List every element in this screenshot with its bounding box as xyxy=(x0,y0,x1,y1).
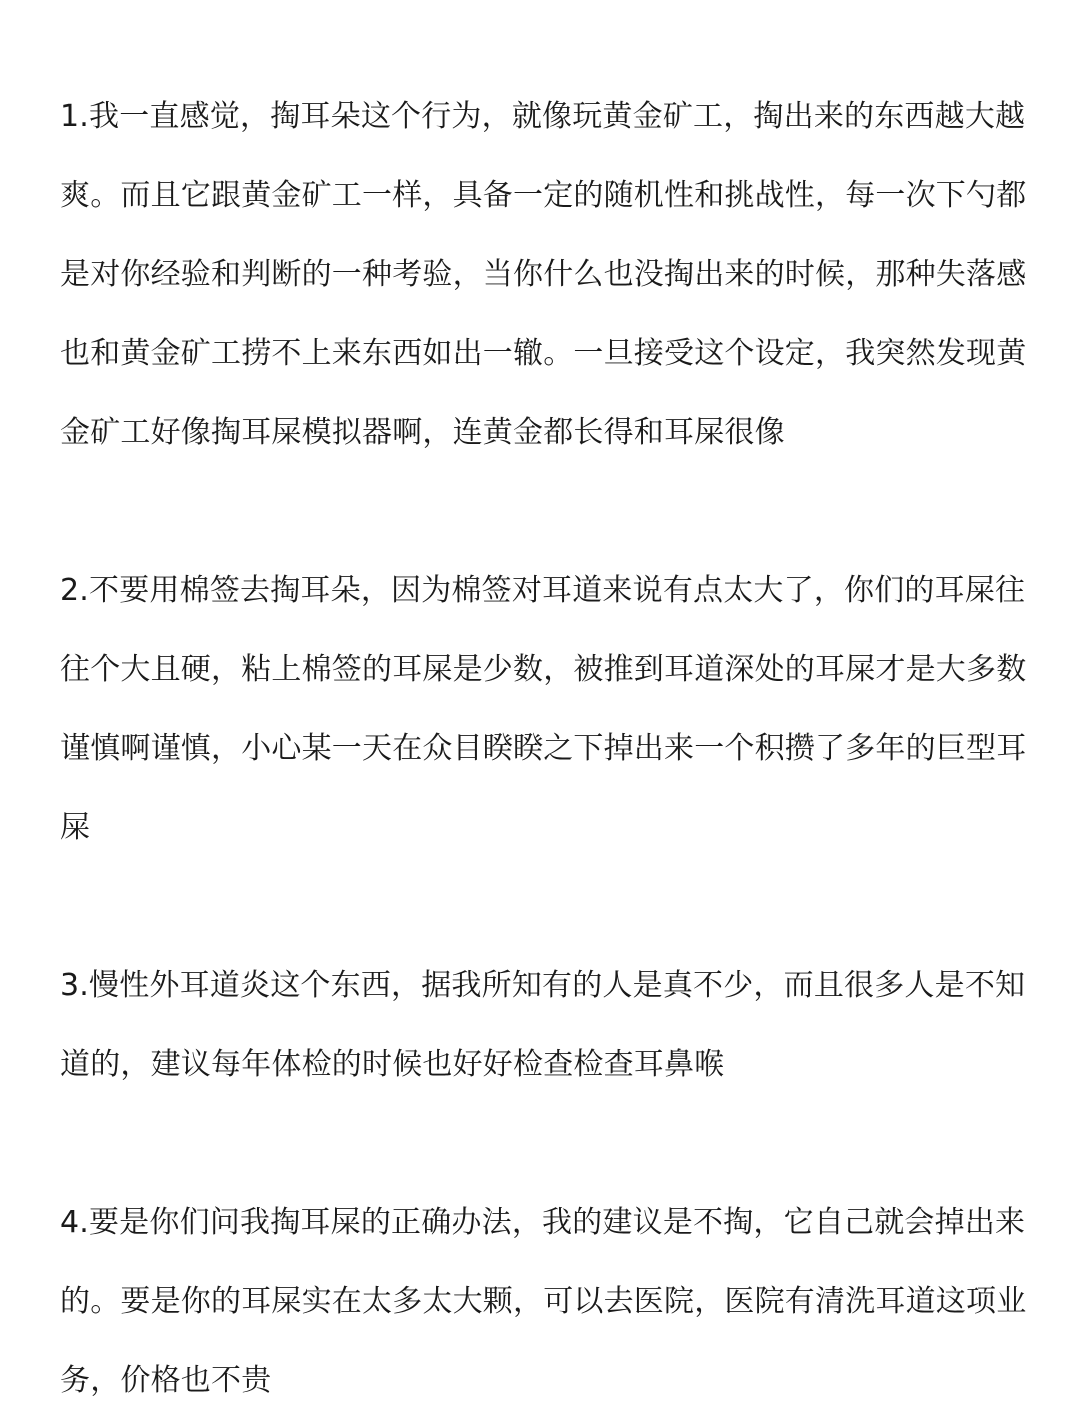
paragraph-line: 是对你经验和判断的一种考验，当你什么也没掏出来的时候，那种失落感 xyxy=(60,257,1027,292)
paragraph-line: 爽。而且它跟黄金矿工一样，具备一定的随机性和挑战性，每一次下勺都 xyxy=(60,178,1027,213)
paragraph-3 xyxy=(60,946,1032,1104)
paragraph-line: 也和黄金矿工捞不上来东西如出一辙。一旦接受这个设定，我突然发现黄 xyxy=(60,336,1027,371)
paragraph-line: 1.我一直感觉，掏耳朵这个行为，就像玩黄金矿工，掏出来的东西越大越 xyxy=(60,99,1026,134)
paragraph-line: 3.慢性外耳道炎这个东西，据我所知有的人是真不少，而且很多人是不知 xyxy=(60,968,1026,1003)
paragraph-line: 2.不要用棉签去掏耳朵，因为棉签对耳道来说有点太大了，你们的耳屎往 xyxy=(60,573,1026,608)
paragraph-2 xyxy=(60,551,1032,867)
paragraph-line: 务，价格也不贵 xyxy=(60,1363,272,1398)
paragraph-line: 道的，建议每年体检的时候也好好检查检查耳鼻喉 xyxy=(60,1047,725,1082)
paragraph-line: 往个大且硬，粘上棉签的耳屎是少数，被推到耳道深处的耳屎才是大多数 xyxy=(60,652,1027,687)
document-body xyxy=(60,77,1032,1420)
paragraph-line: 4.要是你们问我掏耳屎的正确办法，我的建议是不掏，它自己就会掉出来 xyxy=(60,1205,1026,1240)
paragraph-4 xyxy=(60,1183,1032,1420)
paragraph-line: 的。要是你的耳屎实在太多太大颗，可以去医院，医院有清洗耳道这项业 xyxy=(60,1284,1027,1319)
paragraph-spacer xyxy=(60,867,1032,946)
paragraph-line: 金矿工好像掏耳屎模拟器啊，连黄金都长得和耳屎很像 xyxy=(60,415,785,450)
paragraph-line: 屎 xyxy=(60,810,91,845)
paragraph-spacer xyxy=(60,1104,1032,1183)
paragraph-line: 谨慎啊谨慎，小心某一天在众目睽睽之下掉出来一个积攒了多年的巨型耳 xyxy=(60,731,1027,766)
paragraph-spacer xyxy=(60,472,1032,551)
paragraph-1 xyxy=(60,77,1032,472)
